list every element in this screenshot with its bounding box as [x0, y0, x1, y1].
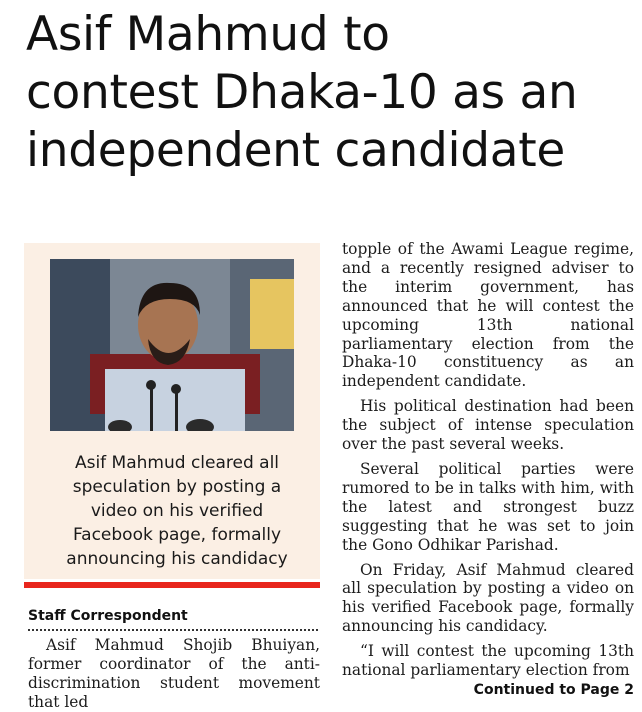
article-paragraph: His political destination had been the subject of intense speculation over the past several weeks. — [342, 397, 634, 454]
article-photo — [50, 259, 294, 431]
headline-line-1: Asif Mahmud to — [26, 7, 390, 62]
continued-link[interactable]: Continued to Page 2 — [473, 682, 634, 698]
article-paragraph: topple of the Awami League regime, and a recently resigned adviser to the interim government, has announced that he will contest the upcoming 13th national parliamentary election from the Dhaka-10 constituency as an independent candidate. — [342, 240, 634, 391]
photo-box — [24, 243, 320, 579]
article-column-left — [28, 636, 320, 712]
red-divider — [24, 582, 320, 588]
headline — [26, 6, 636, 180]
article-column-right — [342, 240, 634, 680]
article-paragraph: Asif Mahmud Shojib Bhuiyan, former coordinator of the anti-discrimination student movement that led — [28, 636, 320, 711]
byline: Staff Correspondent — [28, 608, 188, 624]
press-conference-photo — [50, 259, 294, 431]
headline-line-3: independent candidate — [26, 123, 566, 178]
article-paragraph: “I will contest the upcoming 13th national parliamentary election from — [342, 642, 634, 680]
photo-caption: Asif Mahmud cleared all speculation by posting a video on his verified Facebook page, formally announcing his candidacy — [66, 453, 288, 569]
dotted-divider — [28, 629, 318, 631]
article-paragraph: On Friday, Asif Mahmud cleared all speculation by posting a video on his verified Facebook page, formally announcing his candidacy. — [342, 560, 634, 636]
headline-line-2: contest Dhaka-10 as an — [26, 65, 578, 120]
article-paragraph: Several political parties were rumored to be in talks with him, with the latest and strongest buzz suggesting that he was set to join the Gono Odhikar Parishad. — [342, 459, 634, 554]
